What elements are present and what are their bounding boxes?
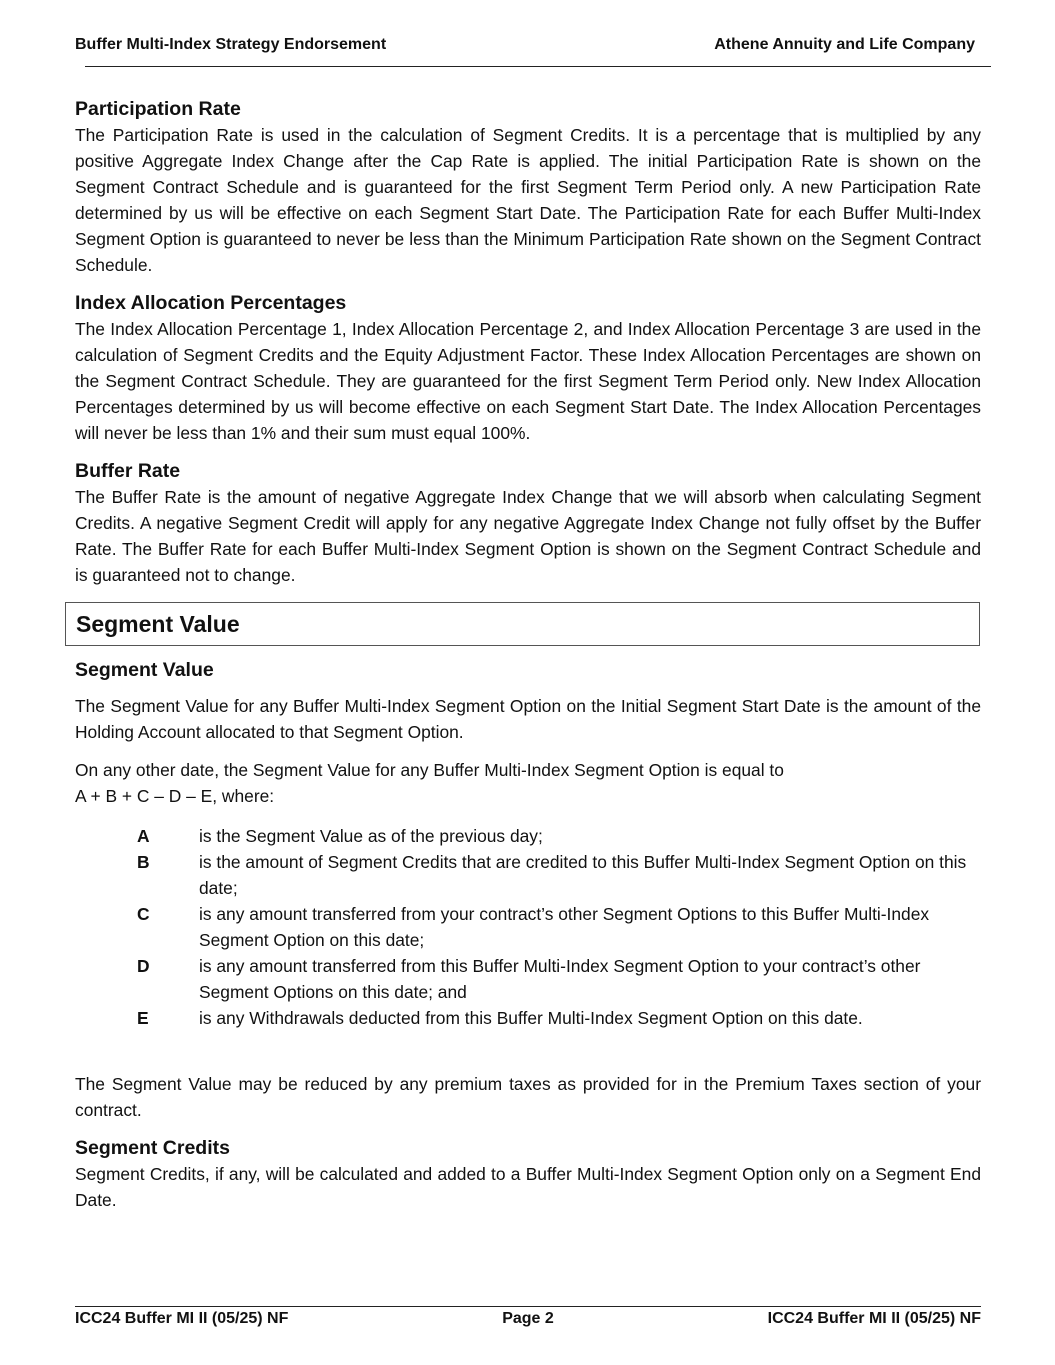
segment-credits-section <box>75 1135 981 1213</box>
participation-rate-heading: Participation Rate <box>75 98 241 120</box>
definition-letter: C <box>137 904 150 924</box>
header-document-title: Buffer Multi-Index Strategy Endorsement <box>75 36 387 53</box>
segment-value-formula: A + B + C – D – E, where: <box>75 786 275 806</box>
segment-value-heading: Segment Value <box>75 659 214 681</box>
footer-form-number-right: ICC24 Buffer MI II (05/25) NF <box>767 1310 981 1327</box>
page-footer <box>75 1310 981 1328</box>
footer-divider <box>75 1306 981 1307</box>
definition-item <box>137 1005 981 1031</box>
definition-letter: A <box>137 826 150 846</box>
segment-value-section <box>75 657 981 1123</box>
definition-text: is the amount of Segment Credits that are credited to this Buffer Multi-Index Segment Option on this date; <box>199 852 967 898</box>
buffer-rate-heading: Buffer Rate <box>75 460 181 482</box>
segment-value-para1: The Segment Value for any Buffer Multi-Index Segment Option on the Initial Segment Start Date is the amount of the Holding Account allocated to that Segment Option. <box>75 696 981 742</box>
page-content <box>75 96 981 1213</box>
segment-credits-heading: Segment Credits <box>75 1137 230 1159</box>
definition-letter: D <box>137 956 150 976</box>
segment-value-para2-line1: On any other date, the Segment Value for any Buffer Multi-Index Segment Option is equal to <box>75 760 784 780</box>
definition-text: is any amount transferred from this Buffer Multi-Index Segment Option to your contract’s other Segment Options on this date; and <box>199 956 921 1002</box>
footer-page-number: Page 2 <box>502 1310 554 1327</box>
page-header <box>75 36 990 54</box>
definition-text: is any Withdrawals deducted from this Buffer Multi-Index Segment Option on this date. <box>199 1008 863 1028</box>
segment-value-section-title: Segment Value <box>65 602 980 646</box>
definition-letter: B <box>137 852 150 872</box>
header-divider <box>85 66 991 67</box>
formula-definitions <box>137 823 981 1031</box>
index-allocation-section <box>75 290 981 446</box>
header-company-name: Athene Annuity and Life Company <box>714 36 975 53</box>
index-allocation-heading: Index Allocation Percentages <box>75 292 347 314</box>
definition-text: is any amount transferred from your contract’s other Segment Options to this Buffer Multi-Index Segment Option on this date; <box>199 904 930 950</box>
participation-rate-body: The Participation Rate is used in the calculation of Segment Credits. It is a percentage that is multiplied by any positive Aggregate Index Change after the Cap Rate is applied. The initial Participation Rate is shown on the Segment Contract Schedule and is guaranteed for the first Segment Term Period only. A new Participation Rate determined by us will be effective on each Segment Start Date. The Participation Rate for each Buffer Multi-Index Segment Option is guaranteed to never be less than the Minimum Participation Rate shown on the Segment Contract Schedule. <box>75 125 981 275</box>
definition-item <box>137 953 981 1005</box>
segment-value-para3: The Segment Value may be reduced by any premium taxes as provided for in the Premium Taxes section of your contract. <box>75 1074 981 1120</box>
buffer-rate-body: The Buffer Rate is the amount of negative Aggregate Index Change that we will absorb when calculating Segment Credits. A negative Segment Credit will apply for any negative Aggregate Index Change not fully offset by the Buffer Rate. The Buffer Rate for each Buffer Multi-Index Segment Option is shown on the Segment Contract Schedule and is guaranteed not to change. <box>75 487 981 585</box>
index-allocation-body: The Index Allocation Percentage 1, Index Allocation Percentage 2, and Index Allocation Percentage 3 are used in the calculation of Segment Credits and the Equity Adjustment Factor. These Index Allocation Percentages are shown on the Segment Contract Schedule. They are guaranteed for the first Segment Term Period only. New Index Allocation Percentages determined by us will become effective on each Segment Start Date. The Index Allocation Percentages will never be less than 1% and their sum must equal 100%. <box>75 319 981 443</box>
definition-item <box>137 901 981 953</box>
definition-text: is the Segment Value as of the previous day; <box>199 826 543 846</box>
definition-item <box>137 849 981 901</box>
definition-item <box>137 823 981 849</box>
definition-letter: E <box>137 1008 149 1028</box>
participation-rate-section <box>75 96 981 278</box>
footer-form-number-left: ICC24 Buffer MI II (05/25) NF <box>75 1310 289 1327</box>
buffer-rate-section <box>75 458 981 588</box>
segment-credits-body: Segment Credits, if any, will be calculated and added to a Buffer Multi-Index Segment Option only on a Segment End Date. <box>75 1164 981 1210</box>
